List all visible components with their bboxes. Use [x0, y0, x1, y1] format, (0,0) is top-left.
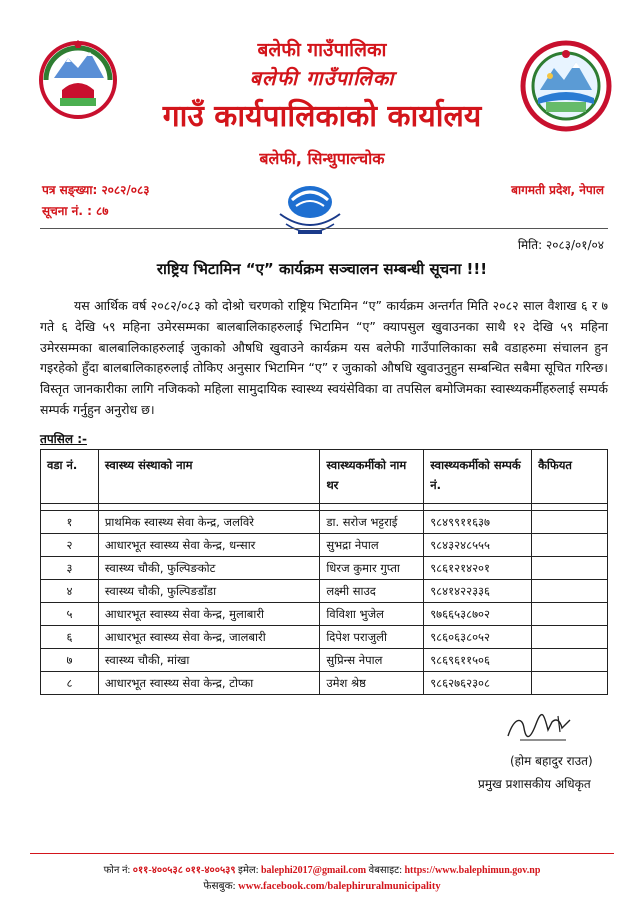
- ward-cell: ५: [41, 603, 99, 626]
- phone-number: ०११-४००५३८ ०११-४००५३९: [132, 865, 236, 876]
- facility-cell: स्वास्थ्य चौकी, मांखा: [98, 649, 319, 672]
- table-row: [41, 534, 608, 557]
- office-name: बलेफी गाउँपालिका: [257, 39, 387, 61]
- col-phone: स्वास्थ्यकर्मीको सम्पर्क नं.: [424, 450, 532, 504]
- phone-cell: ९८४९९११६३७: [424, 511, 532, 534]
- website-link[interactable]: https://www.balephimun.gov.np: [404, 865, 541, 876]
- remarks-cell: [532, 557, 608, 580]
- remarks-cell: [532, 580, 608, 603]
- website-label: वेबसाइट:: [368, 865, 402, 876]
- signatory-name: (होम बहादुर राउत): [510, 754, 593, 768]
- worker-cell: उमेश श्रेष्ठ: [320, 672, 424, 695]
- table-row: [41, 603, 608, 626]
- remarks-cell: [532, 626, 608, 649]
- footer-divider: [30, 853, 614, 854]
- col-facility: स्वास्थ्य संस्थाको नाम: [98, 450, 319, 504]
- facebook-label: फेसबुक:: [203, 881, 236, 892]
- worker-cell: विविशा भुजेल: [320, 603, 424, 626]
- facility-cell: आधारभूत स्वास्थ्य सेवा केन्द्र, मुलाबारी: [98, 603, 319, 626]
- details-label: तपसिल :-: [40, 432, 87, 446]
- remarks-cell: [532, 511, 608, 534]
- phone-cell: ९८६०६३८०५२: [424, 626, 532, 649]
- notice-number: सूचना नं. : ८७: [42, 204, 109, 218]
- table-row: [41, 557, 608, 580]
- email-label: इमेल:: [238, 865, 259, 876]
- table-row: [41, 580, 608, 603]
- facility-cell: आधारभूत स्वास्थ्य सेवा केन्द्र, धन्सार: [98, 534, 319, 557]
- signatory-title: प्रमुख प्रशासकीय अधिकृत: [478, 777, 591, 791]
- office-name-stylized: बलेफी गाउँपालिका: [249, 66, 395, 90]
- signature: [500, 710, 580, 746]
- phone-cell: ९८६९६११५०६: [424, 649, 532, 672]
- phone-cell: ९८६२७६२३०८: [424, 672, 532, 695]
- footer-social: [0, 879, 644, 893]
- footer-contact: [0, 862, 644, 876]
- facility-cell: प्राथमिक स्वास्थ्य सेवा केन्द्र, जलविरे: [98, 511, 319, 534]
- col-worker: स्वास्थ्यकर्मीको नाम थर: [320, 450, 424, 504]
- facebook-link[interactable]: www.facebook.com/balephiruralmunicipality: [238, 881, 441, 892]
- remarks-cell: [532, 534, 608, 557]
- email-link[interactable]: balephi2017@gmail.com: [261, 865, 367, 876]
- worker-cell: सुभद्रा नेपाल: [320, 534, 424, 557]
- reference-number: पत्र सङ्ख्या: २०८२/०८३: [42, 183, 150, 197]
- notice-body: यस आर्थिक वर्ष २०८२/०८३ को दोश्रो चरणको राष्ट्रिय भिटामिन “ए” कार्यक्रम अन्तर्गत मिति २०८२ साल वैशाख ६ र ७ गते ६ देखि ५९ महिना उमेरसम्मका बालबालिकाहरुलाई भिटामिन “ए” क्यापसुल खुवाउनका साथै १२ देखि ५९ महिना उमेरसम्मका बालबालिकाहरुलाई जुकाको औषधि खुवाउने कार्यक्रम यस बलेफी गाउँपालिकाका सबै वडाहरुमा संचालन हुन गइरहेको हुँदा बालबालिकाहरुलाई तोकिए अनुसार भिटामिन “ए” र जुकाको औषधि खुवाउनुहुन सम्बन्धित सबैमा सूचित गरिन्छ। विस्तृत जानकारीका लागि नजिकको महिला सामुदायिक स्वास्थ्य स्वयंसेविका वा तपसिल बमोजिमका स्वास्थ्यकर्मीहरुलाई सम्पर्क सम्पर्क गर्नुहुन अनुरोध छ।: [40, 298, 608, 417]
- table-row: [41, 672, 608, 695]
- phone-cell: ९८४३२४८५५५: [424, 534, 532, 557]
- notice-title: राष्ट्रिय भिटामिन “ए” कार्यक्रम सञ्चालन सम्बन्धी सूचना !!!: [156, 260, 488, 278]
- remarks-cell: [532, 649, 608, 672]
- worker-cell: धिरज कुमार गुप्ता: [320, 557, 424, 580]
- office-title: गाउँ कार्यपालिकाको कार्यालय: [162, 99, 482, 134]
- facility-cell: स्वास्थ्य चौकी, फुल्पिङकोट: [98, 557, 319, 580]
- header-divider: [40, 228, 608, 229]
- notice-date: मिति: २०८३/०१/०४: [517, 238, 604, 252]
- table-header-row: [41, 450, 608, 504]
- office-address: बलेफी, सिन्धुपाल्चोक: [259, 149, 385, 168]
- worker-cell: दिपेश पराजुली: [320, 626, 424, 649]
- health-worker-table: [40, 449, 608, 695]
- ward-cell: १: [41, 511, 99, 534]
- table-spacer-row: [41, 504, 608, 511]
- worker-cell: डा. सरोज भट्टराई: [320, 511, 424, 534]
- table-row: [41, 511, 608, 534]
- ward-cell: ६: [41, 626, 99, 649]
- table-row: [41, 649, 608, 672]
- ward-cell: २: [41, 534, 99, 557]
- ward-cell: ८: [41, 672, 99, 695]
- municipality-seal-logo: [272, 178, 348, 240]
- phone-label: फोन नं:: [103, 865, 131, 876]
- facility-cell: स्वास्थ्य चौकी, फुल्पिङडाँडा: [98, 580, 319, 603]
- remarks-cell: [532, 603, 608, 626]
- phone-cell: ९८४१४२२३३६: [424, 580, 532, 603]
- ward-cell: ७: [41, 649, 99, 672]
- worker-cell: सुप्रिन्स नेपाल: [320, 649, 424, 672]
- ward-cell: ३: [41, 557, 99, 580]
- phone-cell: ९७६६५३८७०२: [424, 603, 532, 626]
- ward-cell: ४: [41, 580, 99, 603]
- remarks-cell: [532, 672, 608, 695]
- table-row: [41, 626, 608, 649]
- province-label: बागमती प्रदेश, नेपाल: [511, 183, 604, 197]
- facility-cell: आधारभूत स्वास्थ्य सेवा केन्द्र, जालबारी: [98, 626, 319, 649]
- worker-cell: लक्ष्मी साउद: [320, 580, 424, 603]
- col-ward: वडा नं.: [41, 450, 99, 504]
- col-remarks: कैफियत: [532, 450, 608, 504]
- phone-cell: ९८६१२१४२०१: [424, 557, 532, 580]
- facility-cell: आधारभूत स्वास्थ्य सेवा केन्द्र, टोप्का: [98, 672, 319, 695]
